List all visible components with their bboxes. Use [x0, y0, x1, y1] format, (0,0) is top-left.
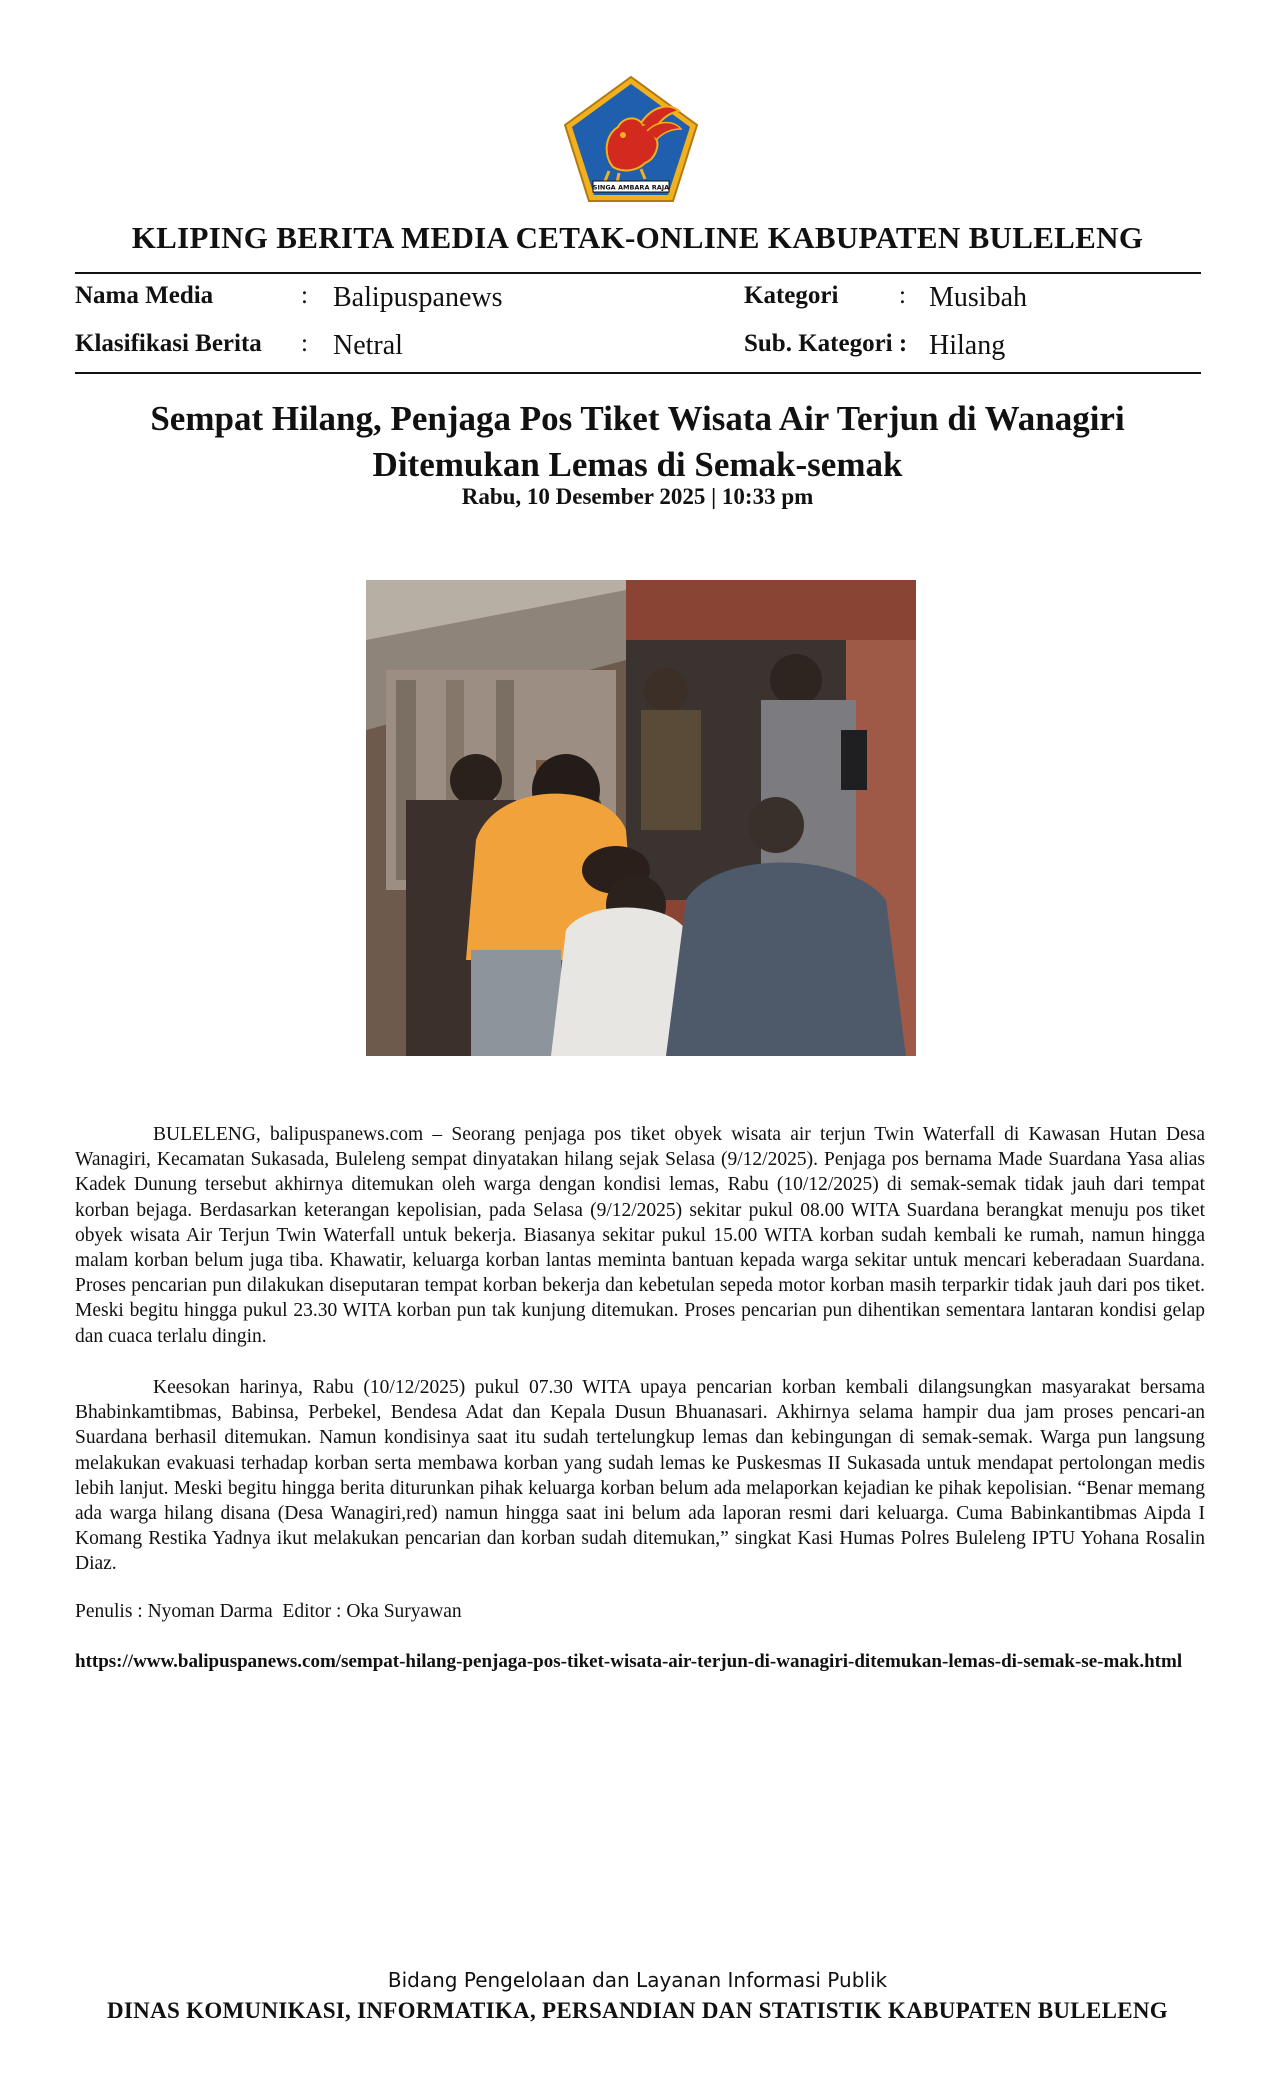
buleleng-regency-logo [563, 75, 699, 203]
article-credits: Penulis : Nyoman Darma Editor : Oka Suryawan [75, 1601, 462, 1622]
klasifikasi-value: Netral [333, 330, 403, 361]
media-value: Balipuspanews [333, 282, 503, 313]
footer-division: Bidang Pengelolaan dan Layanan Informasi Publik [387, 1968, 888, 1992]
subkategori-label: Sub. Kategori : [744, 330, 908, 357]
document-header-title: KLIPING BERITA MEDIA CETAK-ONLINE KABUPATEN BULELENG [131, 220, 1144, 255]
media-colon: : [301, 282, 308, 309]
logo-motto: SINGA AMBARA RAJA [592, 183, 670, 192]
kategori-colon: : [899, 282, 906, 309]
kategori-label: Kategori [744, 282, 839, 309]
media-label: Nama Media [75, 282, 214, 309]
footer-agency: DINAS KOMUNIKASI, INFORMATIKA, PERSANDIAN DAN STATISTIK KABUPATEN BULELENG [107, 1998, 1168, 2023]
klasifikasi-colon: : [301, 330, 308, 357]
header-divider-bottom [75, 372, 1201, 374]
article-date: Rabu, 10 Desember 2025 | 10:33 pm [461, 484, 814, 509]
subkategori-value: Hilang [929, 330, 1006, 361]
kategori-value: Musibah [929, 282, 1027, 313]
article-paragraph-2: Keesokan harinya, Rabu (10/12/2025) pukul 07.30 WITA upaya pencarian korban kembali dilangsungkan masyarakat bersama Bhabinkamtibmas, Babinsa, Perbekel, Bendesa Adat dan Kepala Dusun Bhuanasari. Akhirnya selama hampir dua jam proses pencari-an Suardana berhasil ditemukan. Namun kondisinya saat itu sudah tertelungkup lemas dan kebingungan di semak-semak. Warga pun langsung melakukan evakuasi terhadap korban serta membawa korban yang sudah lemas ke Puskesmas II Sukasada untuk mendapat pertolongan medis lebih lanjut. Meski begitu hingga berita diturunkan pihak keluarga korban belum ada melaporkan kejadian ke pihak kepolisian. “Benar memang ada warga hilang disana (Desa Wanagiri,red) namun hingga saat ini belum ada laporan resmi dari keluarga. Cuma Babinkantibmas Aipda I Komang Restika Yadnya ikut melakukan pencarian dan korban sudah ditemukan,” singkat Kasi Humas Polres Buleleng IPTU Yohana Rosalin Diaz. [75, 1377, 1205, 1575]
klasifikasi-label: Klasifikasi Berita [75, 330, 262, 357]
article-paragraph-1: BULELENG, balipuspanews.com – Seorang penjaga pos tiket obyek wisata air terjun Twin Waterfall di Kawasan Hutan Desa Wanagiri, Kecamatan Sukasada, Buleleng sempat dinyatakan hilang sejak Selasa (9/12/2025). Penjaga pos bernama Made Suardana Yasa alias Kadek Dunung tersebut akhirnya ditemukan oleh warga dengan kondisi lemas, Rabu (10/12/2025) di semak-semak tidak jauh dari tempat korban bejaga. Berdasarkan keterangan kepolisian, pada Selasa (9/12/2025) sekitar pukul 08.00 WITA Suardana berangkat menuju pos tiket obyek wisata Air Terjun Twin Waterfall untuk bekerja. Biasanya sekitar pukul 15.00 WITA korban sudah kembali ke rumah, namun hingga malam korban belum juga tiba. Khawatir, keluarga korban lantas meminta bantuan kepada warga sekitar untuk mencari keberadaan Suardana. Proses pencarian pun dilakukan diseputaran tempat korban bekerja dan kebetulan sepeda motor korban masih terparkir tidak jauh dari pos tiket. Meski begitu hingga pukul 23.30 WITA korban pun tak kunjung ditemukan. Proses pencarian pun dihentikan sementara lantaran kondisi gelap dan cuaca terlalu dingin. [75, 1124, 1205, 1347]
article-title: Sempat Hilang, Penjaga Pos Tiket Wisata Air Terjun di Wanagiri Ditemukan Lemas di Semak-semak [150, 399, 1125, 484]
header-divider-top [75, 272, 1201, 274]
news-photo [366, 580, 916, 1056]
source-url-link[interactable]: https://www.balipuspanews.com/sempat-hilang-penjaga-pos-tiket-wisata-air-terjun-di-wanagiri-ditemukan-lemas-di-semak-se-mak.html [75, 1651, 1183, 1672]
